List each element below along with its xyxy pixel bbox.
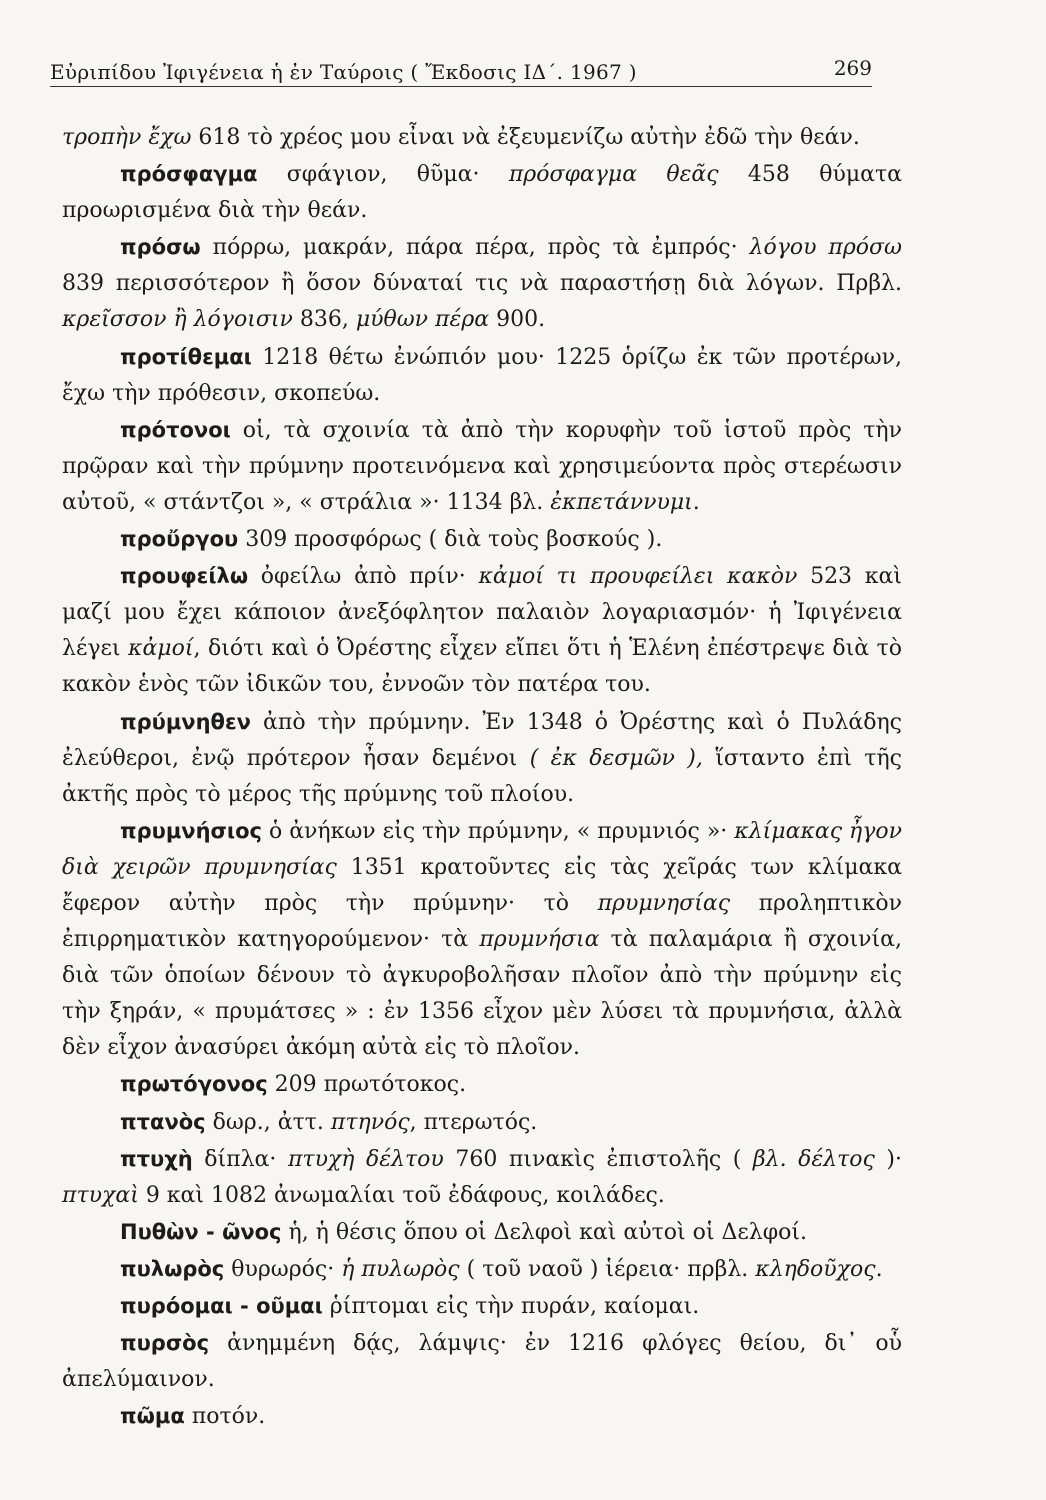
entry-definition: οἱ, τὰ σχοινία τὰ ἀπὸ τὴν κορυφὴν τοῦ ἱστοῦ πρὸς τὴν πρῷραν καὶ τὴν πρύμνην προτεινόμενα καὶ χρησιμεύοντα πρὸς στερέωσιν αὐτοῦ, « στάντζοι », « στράλια »· 1134 βλ. — [62, 417, 902, 515]
entry-citation: τροπὴν ἔχω — [62, 125, 192, 150]
entry-headword: πυλωρὸς — [120, 1256, 225, 1281]
entry-headword: πρυμνήσιος — [120, 818, 262, 843]
glossary-entry — [62, 412, 902, 521]
entry-headword: προτίθεμαι — [120, 344, 252, 369]
entry-headword: πυρσὸς — [120, 1331, 210, 1356]
entry-definition: )· — [874, 1146, 903, 1172]
entry-headword: πρωτόγονος — [120, 1072, 268, 1097]
entry-definition: , πτερωτός. — [409, 1109, 538, 1135]
entry-definition: 1218 θέτω ἐνώπιόν μου· 1225 ὁρίζω ἐκ τῶν προτέρων, ἔχω τὴν πρόθεσιν, σκοπεύω. — [62, 344, 902, 406]
entry-definition: . — [692, 489, 700, 515]
entry-definition: δωρ., ἀττ. — [205, 1109, 331, 1135]
entry-headword: Πυθὼν - ῶνος — [120, 1219, 282, 1244]
entry-citation: ( ἐκ δεσμῶν ), — [529, 745, 703, 771]
entry-definition: 458 θύματα προωρισμένα διὰ τὴν θεάν. — [62, 162, 902, 224]
entry-definition: θυρωρός· — [224, 1256, 342, 1282]
entry-citation: κἀμοί τι προυφείλει κακὸν — [478, 564, 798, 590]
entry-citation: πρυμνήσια — [479, 927, 600, 953]
entry-definition: 900. — [489, 307, 546, 333]
running-header — [50, 52, 872, 87]
entry-definition: ῥίπτομαι εἰς τὴν πυράν, καίομαι. — [322, 1294, 700, 1319]
entry-headword: πρότονοι — [120, 417, 231, 442]
entry-definition: , διότι καὶ ὁ Ὀρέστης εἶχεν εἴπει ὅτι ἡ Ἑλένη ἐπέστρεψε διὰ τὸ κακὸν ἑνὸς τῶν ἰδικῶν του, ἐννοῶν τὸν πατέρα του. — [62, 636, 903, 698]
entry-definition: σφάγιον, θῦμα· — [257, 162, 509, 188]
entry-citation: πτηνός — [330, 1109, 410, 1135]
glossary-entry — [62, 1398, 902, 1435]
entry-citation: πτυχὴ δέλτου — [287, 1146, 444, 1172]
entry-headword: πρύμνηθεν — [120, 709, 251, 734]
glossary-entry — [62, 229, 902, 338]
entry-definition: 209 πρωτότοκος. — [267, 1072, 467, 1098]
entry-definition: ἡ, ἡ θέσις ὅπου οἱ Δελφοὶ καὶ αὐτοὶ οἱ Δελφοί. — [281, 1219, 807, 1245]
glossary-entry — [62, 156, 902, 229]
entry-headword: πρόσφαγμα — [120, 162, 258, 187]
entry-citation: πτυχαὶ — [62, 1182, 139, 1208]
entry-headword: πυρόομαι - οῦμαι — [120, 1294, 323, 1318]
entry-headword: πτυχὴ — [120, 1146, 193, 1171]
glossary-entry — [62, 813, 902, 1067]
entry-definition: ἀπὸ τὴν πρύμνην. Ἐν 1348 ὁ Ὀρέστης καὶ ὁ Πυλάδης ἐλεύθεροι, ἐνῷ πρότερον ἦσαν δεμένοι — [62, 709, 902, 771]
entry-citation: πρόσφαγμα θεᾶς — [508, 162, 719, 188]
entry-definition: 618 τὸ χρέος μου εἶναι νὰ ἐξευμενίζω αὐτὴν ἐδῶ τὴν θεάν. — [191, 125, 860, 150]
glossary-entry — [62, 558, 902, 703]
entry-definition: ποτόν. — [184, 1404, 266, 1430]
entry-citation: κλίμακας ἦγον διὰ χειρῶν πρυμνησίας — [62, 818, 903, 880]
entry-definition: 309 προσφόρως ( διὰ τοὺς βοσκούς ). — [238, 527, 663, 553]
entry-definition: 523 καὶ μαζί μου ἔχει κάποιον ἀνεξόφλητον παλαιὸν λογαριασμόν· ἡ Ἰφιγένεια λέγει — [62, 564, 902, 662]
entry-definition: τὰ παλαμάρια ἢ σχοινία, διὰ τῶν ὁποίων δένουν τὸ ἀγκυροβολῆσαν πλοῖον ἀπὸ τὴν πρύμνην εἰς τὴν ξηράν, « πρυμάτσες » : ἐν 1356 εἶχον μὲν λύσει τὰ πρυμνήσια, ἀλλὰ δὲν εἶχον ἀνασύρει ἀκόμη αὐτὰ εἰς τὸ πλοῖον. — [62, 927, 903, 1061]
entry-citation: λόγου πρόσω — [749, 235, 902, 261]
entry-definition: πόρρω, μακράν, πάρα πέρα, πρὸς τὰ ἐμπρός· — [200, 235, 750, 261]
entry-definition: . — [875, 1256, 883, 1282]
entry-definition: δίπλα· — [192, 1146, 288, 1172]
entry-citation: κἀμοί — [128, 636, 194, 662]
glossary-body — [62, 120, 902, 1435]
glossary-entry — [62, 1066, 902, 1103]
entry-definition: ὁ ἀνήκων εἰς τὴν πρύμνην, « πρυμνιός »· — [261, 818, 735, 844]
glossary-entry — [62, 339, 902, 412]
entry-definition: ὀφείλω ἀπὸ πρίν· — [248, 564, 479, 590]
glossary-entry — [62, 1325, 902, 1398]
entry-citation: μύθων πέρα — [355, 307, 490, 333]
entry-headword: πῶμα — [120, 1404, 185, 1429]
glossary-entry — [62, 1251, 902, 1288]
entry-definition: 839 περισσότερον ἢ ὅσον δύναταί τις νὰ παραστήσῃ διὰ λόγων. Πρβλ. — [62, 271, 902, 297]
glossary-entry — [62, 120, 902, 156]
entry-citation: ἐκπετάννυμι — [550, 489, 693, 515]
glossary-entry — [62, 704, 902, 813]
entry-headword: πτανὸς — [120, 1109, 206, 1134]
entry-definition: ἀνημμένη δᾴς, λάμψις· ἐν 1216 φλόγες θείου, δι᾿ οὗ ἀπελύμαινον. — [62, 1331, 902, 1393]
entry-definition: 1351 κρατοῦντες εἰς τὰς χεῖράς των κλίμακα ἔφερον αὐτὴν πρὸς τὴν πρύμνην· τὸ — [62, 854, 902, 916]
page-number: 269 — [833, 56, 872, 80]
header-title: Εὐριπίδου Ἰφιγένεια ἡ ἐν Ταύροις ( Ἔκδοσις ΙΔ΄. 1967 ) — [50, 60, 637, 84]
entry-citation: βλ. δέλτος — [752, 1146, 875, 1172]
entry-citation: πρυμνησίας — [597, 890, 731, 916]
entry-definition: ( τοῦ ναοῦ ) ἱέρεια· πρβλ. — [459, 1256, 756, 1282]
entry-definition: 836, — [292, 307, 356, 333]
glossary-entry — [62, 1104, 902, 1141]
entry-headword: προὔργου — [120, 527, 239, 552]
glossary-entry — [62, 1214, 902, 1251]
glossary-entry — [62, 1141, 902, 1214]
entry-citation: κληδοῦχος — [755, 1256, 876, 1282]
entry-definition: ἵσταντο ἐπὶ τῆς ἀκτῆς πρὸς τὸ μέρος τῆς πρύμνης τοῦ πλοίου. — [62, 745, 902, 807]
entry-headword: πρόσω — [120, 235, 201, 260]
entry-headword: προυφείλω — [120, 564, 249, 589]
entry-citation: κρεῖσσον ἢ λόγοισιν — [62, 307, 293, 333]
entry-definition: 9 καὶ 1082 ἀνωμαλίαι τοῦ ἐδάφους, κοιλάδες. — [138, 1182, 665, 1208]
entry-citation: ἡ πυλωρὸς — [341, 1256, 460, 1282]
entry-definition: 760 πινακὶς ἐπιστολῆς ( — [443, 1146, 753, 1172]
glossary-entry — [62, 1288, 902, 1325]
entry-definition: προληπτικὸν ἐπιρρηματικὸν κατηγορούμενον· τὰ — [62, 890, 902, 953]
glossary-entry — [62, 521, 902, 558]
